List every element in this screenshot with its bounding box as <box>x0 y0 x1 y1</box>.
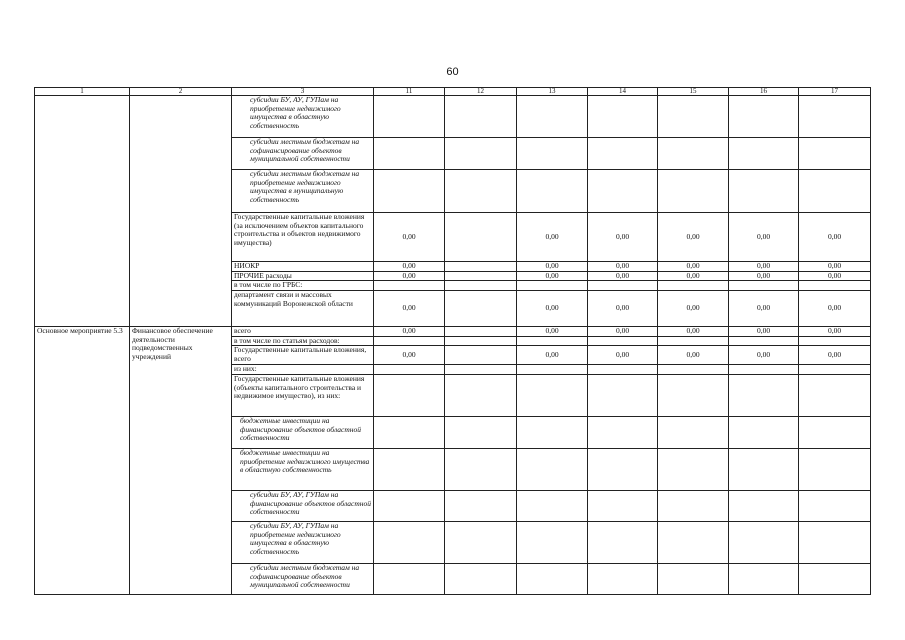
value-cell: 0,00 <box>374 213 445 262</box>
row-label: бюджетные инвестиции на приобретение недвижимого имущества в областную собственность <box>232 448 374 490</box>
value-cell <box>517 563 588 594</box>
value-cell <box>729 416 799 448</box>
value-cell <box>658 138 729 170</box>
value-cell: 0,00 <box>517 271 588 281</box>
value-cell <box>588 96 658 138</box>
value-cell: 0,00 <box>588 262 658 272</box>
value-cell <box>658 374 729 416</box>
row-label: бюджетные инвестиции на финансирование объектов областной собственности <box>232 416 374 448</box>
value-cell <box>799 336 871 346</box>
value-cell <box>799 170 871 213</box>
value-cell <box>517 416 588 448</box>
row-label: субсидии местным бюджетам на софинансирование объектов муниципальной собственности <box>232 138 374 170</box>
row-label: субсидии местным бюджетам на приобретение недвижимого имущества в муниципальную собственность <box>232 170 374 213</box>
value-cell <box>799 521 871 563</box>
header-row <box>35 88 871 96</box>
value-cell: 0,00 <box>729 271 799 281</box>
row-label: Государственные капитальные вложения, всего <box>232 346 374 365</box>
col-header: 11 <box>374 88 445 96</box>
col-header: 1 <box>35 88 130 96</box>
value-cell <box>445 490 517 521</box>
value-cell <box>445 521 517 563</box>
value-cell <box>799 138 871 170</box>
value-cell: 0,00 <box>588 346 658 365</box>
row-label: НИОКР <box>232 262 374 272</box>
value-cell <box>374 281 445 291</box>
value-cell <box>588 138 658 170</box>
col-header: 3 <box>232 88 374 96</box>
value-cell: 0,00 <box>658 262 729 272</box>
value-cell <box>374 96 445 138</box>
value-cell <box>445 416 517 448</box>
value-cell: 0,00 <box>517 291 588 327</box>
row-label: субсидии местным бюджетам на софинансирование объектов муниципальной собственности <box>232 563 374 594</box>
value-cell: 0,00 <box>374 327 445 337</box>
value-cell <box>799 563 871 594</box>
value-cell <box>445 327 517 337</box>
value-cell: 0,00 <box>729 291 799 327</box>
value-cell: 0,00 <box>374 291 445 327</box>
value-cell: 0,00 <box>517 262 588 272</box>
activity-description: Финансовое обеспечение деятельности подведомственных учреждений <box>130 327 232 595</box>
value-cell: 0,00 <box>799 262 871 272</box>
value-cell: 0,00 <box>729 327 799 337</box>
row-label: Государственные капитальные вложения (объекты капитального строительства и недвижимое имущество), из них: <box>232 374 374 416</box>
value-cell: 0,00 <box>658 327 729 337</box>
value-cell <box>374 416 445 448</box>
row-label: всего <box>232 327 374 337</box>
value-cell <box>729 170 799 213</box>
value-cell <box>729 448 799 490</box>
empty-cell <box>130 96 232 327</box>
value-cell <box>445 346 517 365</box>
value-cell <box>799 96 871 138</box>
page-number: 60 <box>446 66 459 78</box>
value-cell <box>445 291 517 327</box>
value-cell <box>445 336 517 346</box>
value-cell: 0,00 <box>588 213 658 262</box>
col-header: 14 <box>588 88 658 96</box>
value-cell <box>445 374 517 416</box>
value-cell <box>658 448 729 490</box>
value-cell <box>588 365 658 375</box>
value-cell: 0,00 <box>799 271 871 281</box>
value-cell <box>445 96 517 138</box>
value-cell <box>517 281 588 291</box>
col-header: 17 <box>799 88 871 96</box>
value-cell: 0,00 <box>799 327 871 337</box>
value-cell <box>799 374 871 416</box>
col-header: 2 <box>130 88 232 96</box>
col-header: 16 <box>729 88 799 96</box>
table-row <box>35 96 871 138</box>
value-cell <box>445 563 517 594</box>
row-label: из них: <box>232 365 374 375</box>
value-cell <box>729 336 799 346</box>
value-cell <box>799 365 871 375</box>
row-label: ПРОЧИЕ расходы <box>232 271 374 281</box>
value-cell <box>517 365 588 375</box>
value-cell: 0,00 <box>799 213 871 262</box>
value-cell <box>374 138 445 170</box>
value-cell <box>658 96 729 138</box>
value-cell <box>445 365 517 375</box>
value-cell <box>729 521 799 563</box>
value-cell <box>729 138 799 170</box>
value-cell <box>374 170 445 213</box>
value-cell <box>588 170 658 213</box>
value-cell: 0,00 <box>517 213 588 262</box>
value-cell <box>729 281 799 291</box>
value-cell: 0,00 <box>799 291 871 327</box>
value-cell <box>588 281 658 291</box>
value-cell <box>374 336 445 346</box>
value-cell <box>799 448 871 490</box>
value-cell: 0,00 <box>374 262 445 272</box>
value-cell <box>374 374 445 416</box>
row-label: субсидии БУ, АУ, ГУПам на финансирование объектов областной собственности <box>232 490 374 521</box>
row-label: в том числе по ГРБС: <box>232 281 374 291</box>
value-cell: 0,00 <box>799 346 871 365</box>
value-cell <box>588 448 658 490</box>
value-cell <box>588 563 658 594</box>
activity-name: Основное мероприятие 5.3 <box>35 327 130 595</box>
value-cell: 0,00 <box>729 262 799 272</box>
budget-table <box>34 87 871 595</box>
value-cell <box>729 490 799 521</box>
value-cell <box>588 416 658 448</box>
row-label: субсидии БУ, АУ, ГУПам на приобретение недвижимого имущества в областную собственность <box>232 521 374 563</box>
value-cell <box>588 336 658 346</box>
value-cell <box>658 281 729 291</box>
value-cell <box>374 448 445 490</box>
value-cell <box>588 490 658 521</box>
value-cell <box>799 490 871 521</box>
value-cell: 0,00 <box>588 291 658 327</box>
value-cell: 0,00 <box>658 213 729 262</box>
value-cell <box>445 271 517 281</box>
col-header: 12 <box>445 88 517 96</box>
row-label: субсидии БУ, АУ, ГУПам на приобретение недвижимого имущества в областную собственность <box>232 96 374 138</box>
value-cell <box>517 96 588 138</box>
value-cell <box>445 448 517 490</box>
value-cell: 0,00 <box>729 213 799 262</box>
value-cell <box>799 416 871 448</box>
row-label: департамент связи и массовых коммуникаций Воронежской области <box>232 291 374 327</box>
row-label: в том числе по статьям расходов: <box>232 336 374 346</box>
value-cell <box>588 521 658 563</box>
value-cell <box>729 96 799 138</box>
value-cell <box>374 563 445 594</box>
value-cell <box>517 490 588 521</box>
value-cell <box>658 336 729 346</box>
value-cell <box>658 490 729 521</box>
value-cell <box>729 563 799 594</box>
value-cell <box>374 365 445 375</box>
value-cell <box>445 262 517 272</box>
value-cell <box>658 563 729 594</box>
value-cell: 0,00 <box>374 271 445 281</box>
value-cell <box>517 138 588 170</box>
value-cell <box>517 336 588 346</box>
col-header: 13 <box>517 88 588 96</box>
value-cell <box>517 374 588 416</box>
value-cell: 0,00 <box>588 271 658 281</box>
value-cell <box>658 521 729 563</box>
value-cell <box>374 490 445 521</box>
value-cell <box>374 521 445 563</box>
value-cell <box>445 170 517 213</box>
table-row <box>35 327 871 337</box>
value-cell: 0,00 <box>588 327 658 337</box>
value-cell <box>658 365 729 375</box>
row-label: Государственные капитальные вложения (за исключением объектов капитального строительства и объектов недвижимого имущества) <box>232 213 374 262</box>
value-cell <box>517 448 588 490</box>
value-cell: 0,00 <box>658 271 729 281</box>
value-cell: 0,00 <box>658 291 729 327</box>
value-cell <box>517 521 588 563</box>
value-cell: 0,00 <box>374 346 445 365</box>
value-cell <box>445 281 517 291</box>
value-cell <box>729 365 799 375</box>
value-cell: 0,00 <box>517 346 588 365</box>
value-cell <box>445 213 517 262</box>
value-cell: 0,00 <box>658 346 729 365</box>
value-cell <box>445 138 517 170</box>
value-cell <box>517 170 588 213</box>
empty-cell <box>35 96 130 327</box>
value-cell: 0,00 <box>517 327 588 337</box>
value-cell <box>588 374 658 416</box>
value-cell <box>729 374 799 416</box>
value-cell <box>799 281 871 291</box>
col-header: 15 <box>658 88 729 96</box>
value-cell <box>658 170 729 213</box>
value-cell <box>658 416 729 448</box>
value-cell: 0,00 <box>729 346 799 365</box>
